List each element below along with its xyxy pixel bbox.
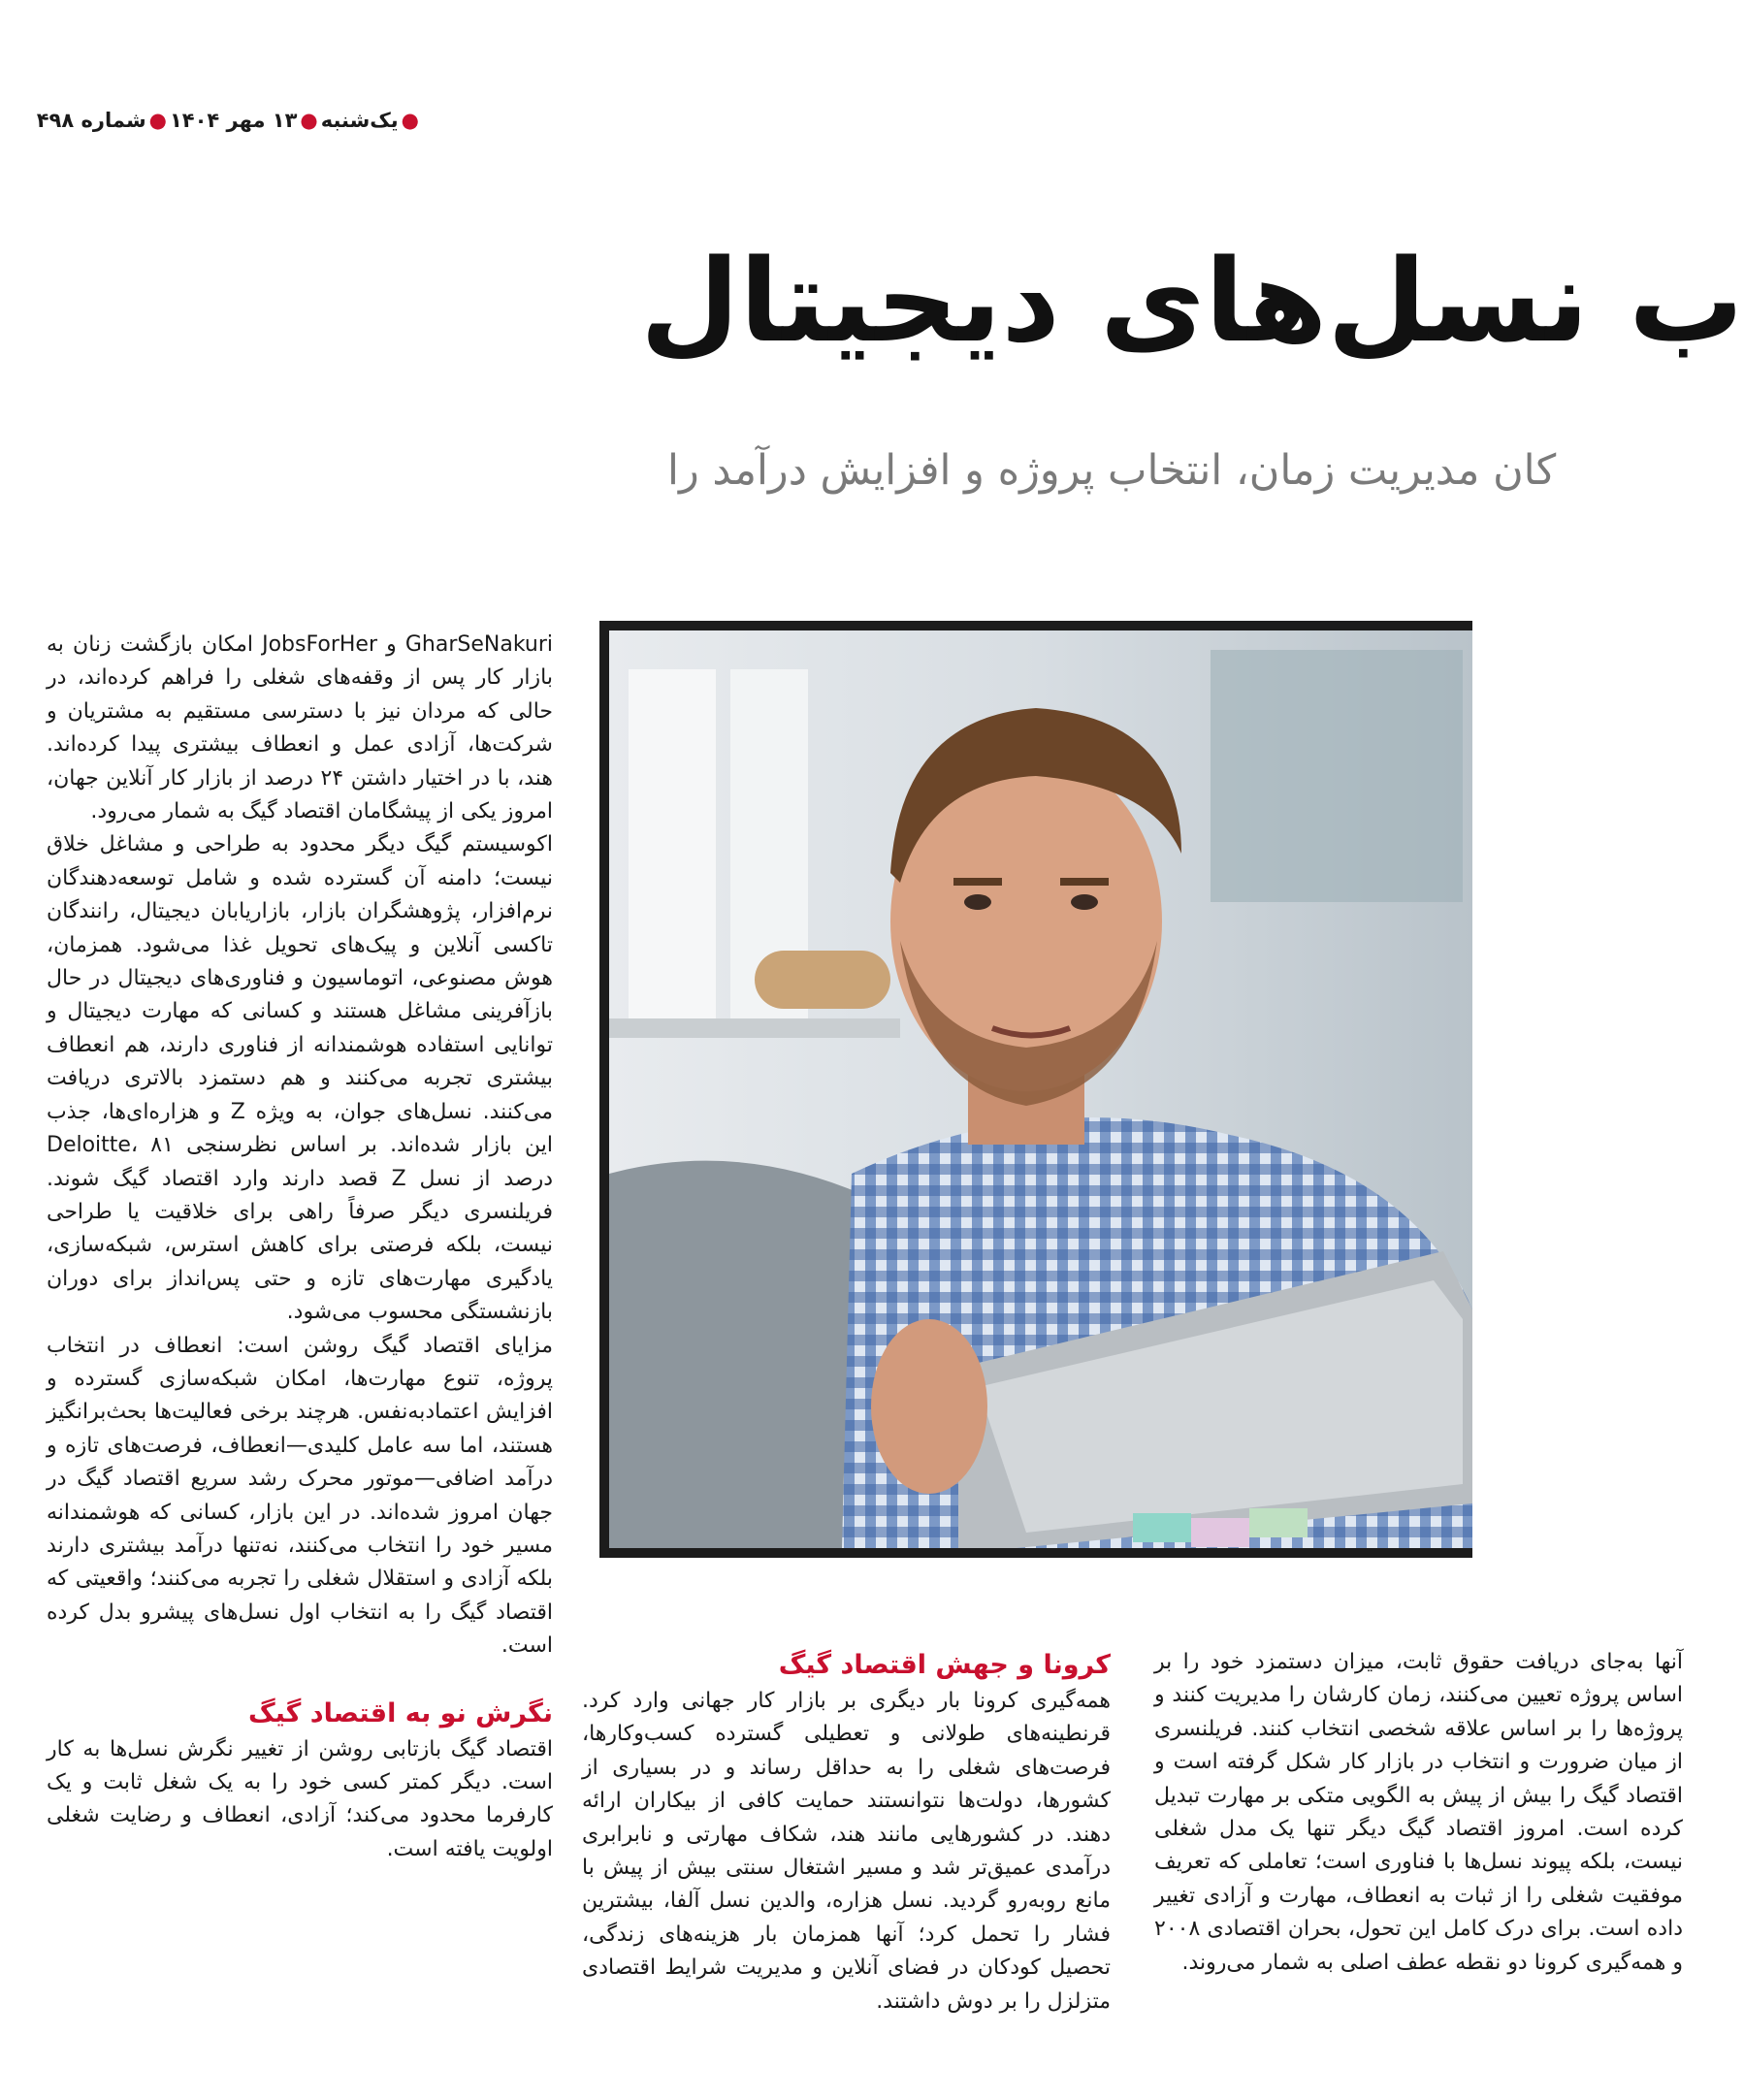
right-paragraph-1: آنها به‌جای دریافت حقوق ثابت، میزان دستمزد خود را بر اساس پروژه تعیین می‌کنند، زمان کارشان را مدیریت کنند و پروژه‌ها را بر اساس علاقه شخصی انتخاب کنند. فریلنسری از میان ضرورت و انتخاب در بازار کار شکل گرفته است و اقتصاد گیگ را بیش از پیش به الگویی متکی بر مهارت تبدیل کرده است. امروز اقتصاد گیگ دیگر تنها یک مدل شغلی نیست، بلکه پیوند نسل‌ها با فناوری است؛ تعاملی که تعریف موفقیت شغلی را از ثبات به انعطاف، مهارت و آزادی تغییر داده است. برای درک کامل این تحول، بحران اقتصادی ۲۰۰۸ و همه‌گیری کرونا دو نقطه عطف اصلی به شمار می‌روند.	[1154, 1650, 1683, 1975]
page-subheadline: کان مدیریت زمان، انتخاب پروژه و افزایش درآمد را	[667, 446, 1557, 495]
left-paragraph-1: GharSeNakuri و JobsForHer امکان بازگشت زنان به بازار کار پس از وقفه‌های شغلی را فراهم کرده‌اند، در حالی که مردان نیز با دسترسی مستقیم به مشتریان و شرکت‌ها، آزادی عمل و انعطاف بیشتری پیدا کرده‌اند. هند، با در اختیار داشتن ۲۴ درصد از بازار کار آنلاین جهان، امروز یکی از پیشگامان اقتصاد گیگ به شمار می‌رود.	[47, 632, 554, 824]
left-section-heading: نگرش نو به اقتصاد گیگ	[248, 1697, 553, 1728]
red-dot-icon: ●	[300, 109, 318, 132]
red-dot-icon: ●	[148, 109, 167, 132]
issue-date: ۱۳ مهر ۱۴۰۴	[169, 109, 298, 132]
left-paragraph-2: اکوسیستم گیگ دیگر محدود به طراحی و مشاغل خلاق نیست؛ دامنه آن گسترده شده و شامل توسعه‌دهندگان نرم‌افزار، پژوهشگران بازار، بازاریابان دیجیتال، رانندگان تاکسی آنلاین و پیک‌های تحویل غذا می‌شود. همزمان، هوش مصنوعی، اتوماسیون و فناوری‌های دیجیتال در حال بازآفرینی مشاغل هستند و کسانی که مهارت دیجیتال و توانایی استفاده هوشمندانه از فناوری دارند، هم انعطاف بیشتری تجربه می‌کنند و هم دستمزد بالاتری دریافت می‌کنند. نسل‌های جوان، به ویژه Z و هزاره‌ای‌ها، جذب این بازار شده‌اند. بر اساس نظرسنجی Deloitte، ۸۱ درصد از نسل Z قصد دارند وارد اقتصاد گیگ شوند. فریلنسری دیگر صرفاً راهی برای خلاقیت یا طراحی نیست، بلکه فرصتی برای کاهش استرس، شبکه‌سازی، یادگیری مهارت‌های تازه و حتی پس‌انداز برای دوران بازنشستگی محسوب می‌شود.	[47, 832, 553, 1325]
middle-section-heading: کرونا و جهش اقتصاد گیگ	[778, 1650, 1111, 1680]
left-text-column	[47, 629, 553, 2100]
right-text-column	[1154, 1646, 1683, 1980]
right-text-column-container	[1154, 1646, 1683, 2100]
issue-number: شماره ۴۹۸	[36, 109, 146, 132]
issue-day: یک‌شنبه	[320, 109, 399, 132]
page-headline: ب نسل‌های دیجیتال	[640, 234, 1744, 368]
left-paragraph-4: اقتصاد گیگ بازتابی روشن از تغییر نگرش نسل‌ها به کار است. دیگر کمتر کسی خود را به یک شغل ثابت و یک کارفرما محدود می‌کند؛ آزادی، انعطاف و رضایت شغلی اولویت یافته است.	[47, 1736, 553, 1861]
issue-dateline	[37, 109, 422, 132]
middle-paragraph-1: همه‌گیری کرونا بار دیگری بر بازار کار جهانی وارد کرد. قرنطینه‌های طولانی و تعطیلی گسترده کسب‌وکارها، فرصت‌های شغلی را به حداقل رساند و در بسیاری از کشورها، دولت‌ها نتوانستند حمایت کافی از بیکاران ارائه دهند. در کشورهایی مانند هند، شکاف مهارتی و نابرابری درآمدی عمیق‌تر شد و مسیر اشتغال سنتی بیش از پیش با مانع روبه‌رو گردید. نسل هزاره، والدین نسل آلفا، بیشترین فشار را تحمل کرد؛ آنها همزمان بار هزینه‌های زندگی، تحصیل کودکان در فضای آنلاین و مدیریت شرایط اقتصادی متزلزل را بر دوش داشتند.	[582, 1689, 1111, 2014]
man-with-tablet-illustration	[609, 630, 1472, 1548]
left-paragraph-3: مزایای اقتصاد گیگ روشن است: انعطاف در انتخاب پروژه، تنوع مهارت‌ها، امکان شبکه‌سازی گسترده و افزایش اعتمادبه‌نفس. هرچند برخی فعالیت‌ها بحث‌برانگیز هستند، اما سه عامل کلیدی—انعطاف، فرصت‌های تازه و درآمد اضافی—موتور محرک رشد سریع اقتصاد گیگ در جهان امروز شده‌اند. در این بازار، کسانی که هوشمندانه مسیر خود را انتخاب می‌کنند، نه‌تنها درآمد بیشتری دارند بلکه آزادی و استقلال شغلی را تجربه می‌کنند؛ واقعیتی که اقتصاد گیگ را به انتخاب اول نسل‌های پیشرو بدل کرده است.	[47, 1333, 553, 1659]
article-photo	[599, 621, 1472, 1558]
red-dot-icon: ●	[401, 109, 419, 132]
headline-container	[640, 228, 1744, 393]
subheadline-container	[667, 441, 1557, 509]
middle-text-column	[582, 1646, 1111, 2100]
